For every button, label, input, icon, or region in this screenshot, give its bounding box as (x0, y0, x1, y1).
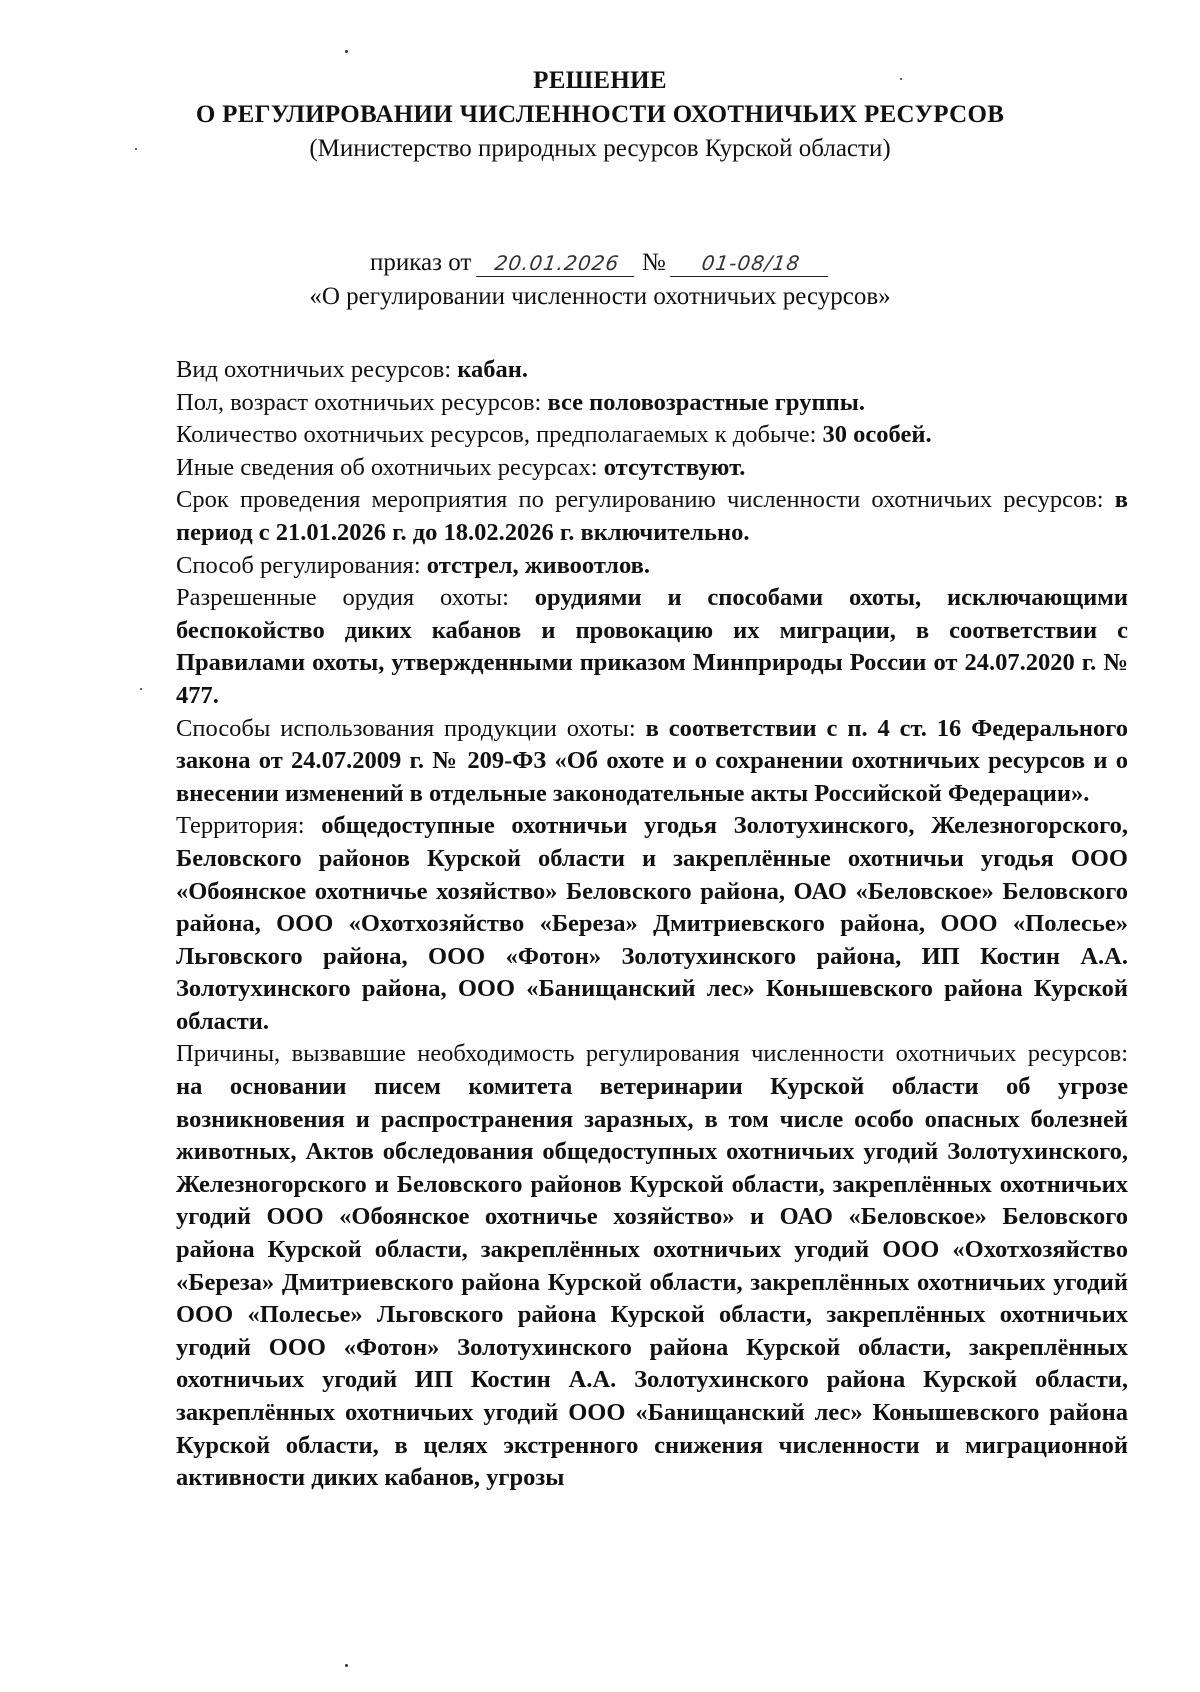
order-line (0, 246, 1200, 280)
item-label: Способ регулирования: (176, 551, 421, 579)
item-label: Территория: (176, 812, 305, 840)
item-method (176, 550, 1128, 583)
item-quantity (176, 419, 1128, 452)
item-label: Иные сведения об охотничьих ресурсах: (176, 453, 598, 481)
item-reasons (176, 1038, 1128, 1494)
document-body (176, 354, 1128, 1495)
item-value: 30 особей. (822, 421, 932, 449)
item-value: кабан. (457, 356, 528, 383)
order-number-handwritten: 01-08/18 (670, 250, 832, 277)
item-value: орудиями и способами охоты, исключающими беспокойство диких кабанов и провокацию их миграции, в соответствии с Правилами охоты, утвержденными приказом Минприроды России от 24.07.2020 г. № 477. (176, 584, 1128, 709)
item-value: в соответствии с п. 4 ст. 16 Федерального закона от 24.07.2009 г. № 209-ФЗ «Об охоте и о сохранении охотничьих ресурсов и о внесении изменений в отдельные законодательные акты Российской Федерации». (176, 714, 1128, 807)
order-reference (0, 246, 1200, 314)
scan-speck (345, 50, 348, 53)
item-tools (176, 582, 1128, 712)
item-value: на основании писем комитета ветеринарии Курской области об угрозе возникновения и распространения заразных, в том числе особо опасных болезней животных, Актов обследования общедоступных охотничьих угодий Золотухинского, Железногорского и Беловского районов Курской области, закреплённых охотничьих угодий ООО «Обоянское охотничье хозяйство» и ОАО «Беловское» Беловского района Курской области, закреплённых охотничьих угодий ООО «Охотхозяйство «Береза» Дмитриевского района Курской области, закреплённых охотничьих угодий ООО «Полесье» Льговского района Курской области, закреплённых охотничьих угодий ООО «Фотон» Золотухинского района Курской области, закреплённых охотничьих угодий ИП Костин А.А. Золотухинского района Курской области, закреплённых охотничьих угодий ООО «Банищанский лес» Конышевского района Курской области, в целях экстренного снижения численности и миграционной активности диких кабанов, угрозы (176, 1073, 1128, 1492)
scan-speck (345, 1664, 348, 1667)
item-value: все половозрастные группы. (547, 388, 865, 416)
item-label: Способы использования продукции охоты: (176, 714, 636, 742)
item-label: Пол, возраст охотничьих ресурсов: (176, 388, 542, 416)
item-value: отстрел, живоотлов. (426, 551, 651, 579)
item-sex-age (176, 387, 1128, 420)
item-label: Количество охотничьих ресурсов, предполагаемых к добыче: (176, 421, 817, 449)
item-species (176, 354, 1128, 387)
item-territory (176, 810, 1128, 1038)
item-label: Вид охотничьих ресурсов: (176, 356, 452, 383)
order-number-sign: № (641, 249, 666, 276)
item-period (176, 484, 1128, 549)
item-value: общедоступные охотничьи угодья Золотухинского, Железногорского, Беловского районов Курской области и закреплённые охотничьи угодья ООО «Обоянское охотничье хозяйство» Беловского района, ОАО «Беловское» Беловского района, ООО «Охотхозяйство «Береза» Дмитриевского района, ООО «Полесье» Льговского района, ООО «Фотон» Золотухинского района, ИП Костин А.А. Золотухинского района, ООО «Банищанский лес» Конышевского района Курской области. (176, 812, 1129, 1035)
order-date-handwritten: 20.01.2026 (476, 250, 638, 277)
order-title: «О регулировании численности охотничьих ресурсов» (309, 283, 891, 310)
item-value: отсутствуют. (603, 453, 746, 481)
document-title: РЕШЕНИЕ (533, 67, 667, 94)
document-header (0, 64, 1200, 166)
item-label: Срок проведения мероприятия по регулированию численности охотничьих ресурсов: (176, 486, 1104, 514)
item-label: Разрешенные орудия охоты: (176, 584, 509, 612)
item-value: в период с 21.01.2026 г. до 18.02.2026 г. включительно. (176, 486, 1129, 546)
document-title-subject: О РЕГУЛИРОВАНИИ ЧИСЛЕННОСТИ ОХОТНИЧЬИХ РЕСУРСОВ (195, 101, 1005, 128)
item-product-use (176, 713, 1128, 811)
issuing-authority: (Министерство природных ресурсов Курской области) (309, 135, 891, 162)
item-other-info (176, 452, 1128, 485)
item-label: Причины, вызвавшие необходимость регулирования численности охотничьих ресурсов: (176, 1040, 1128, 1068)
order-prefix: приказ от (370, 249, 472, 276)
scan-speck (140, 688, 142, 690)
